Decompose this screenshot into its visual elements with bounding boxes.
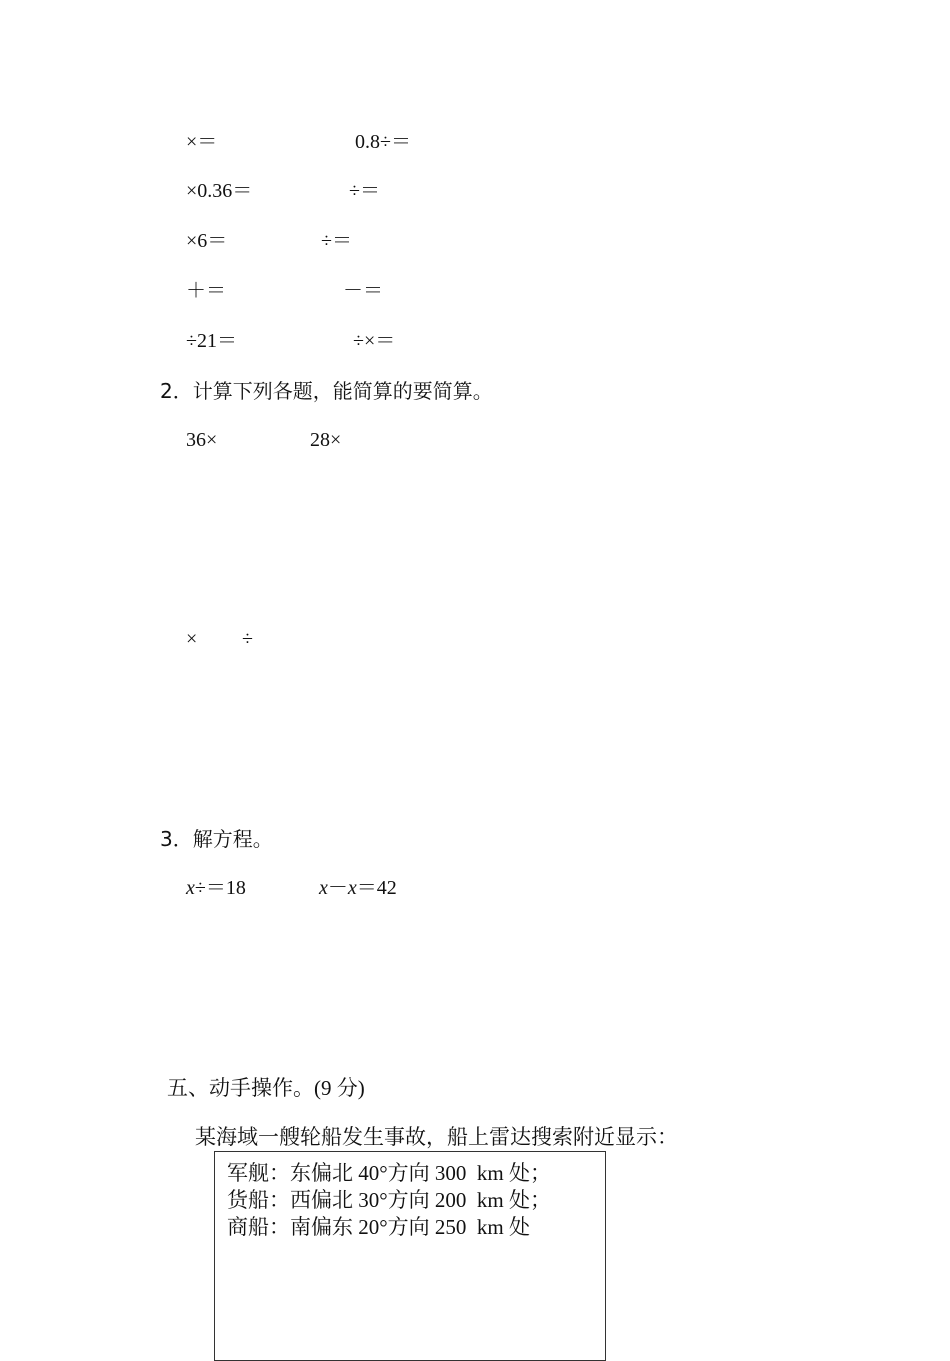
equation <box>319 876 397 900</box>
calc-item: 0.8÷＝ <box>355 131 411 153</box>
calc-item: ÷＝ <box>321 230 352 252</box>
equation-body: ＝42 <box>356 877 397 899</box>
variable: x <box>319 877 328 899</box>
calc-item: ÷21＝ <box>186 330 237 352</box>
calc-item: ×＝ <box>186 131 218 153</box>
radar-line-cargo-ship: 货船：西偏北 30°方向 200 km 处； <box>227 1188 551 1212</box>
question-heading: 3．解方程。 <box>160 827 273 851</box>
radar-line-warship: 军舰：东偏北 40°方向 300 km 处； <box>227 1161 551 1185</box>
operator: － <box>327 877 348 899</box>
calc-problem: × <box>186 628 198 650</box>
calc-item: ÷＝ <box>349 180 380 202</box>
variable: x <box>186 877 195 899</box>
section-title: 五、动手操作。(9 分) <box>167 1076 365 1100</box>
calc-item: ＋＝ <box>186 280 226 302</box>
calc-problem: 28× <box>310 429 342 451</box>
calc-item: －＝ <box>343 280 383 302</box>
question-heading: 2．计算下列各题，能简算的要简算。 <box>160 379 493 403</box>
calc-item: ×0.36＝ <box>186 180 253 202</box>
equation-body: ÷＝18 <box>194 877 246 899</box>
radar-info-box <box>214 1151 606 1361</box>
variable: x <box>347 877 357 899</box>
calc-item: ×6＝ <box>186 230 228 252</box>
radar-line-merchant-ship: 商船：南偏东 20°方向 250 km 处 <box>227 1215 530 1239</box>
equation <box>186 876 246 900</box>
calc-item: ÷×＝ <box>353 330 396 352</box>
calc-problem: 36× <box>186 429 218 451</box>
problem-intro: 某海域一艘轮船发生事故，船上雷达搜索附近显示： <box>195 1125 678 1149</box>
calc-problem: ÷ <box>242 628 253 650</box>
